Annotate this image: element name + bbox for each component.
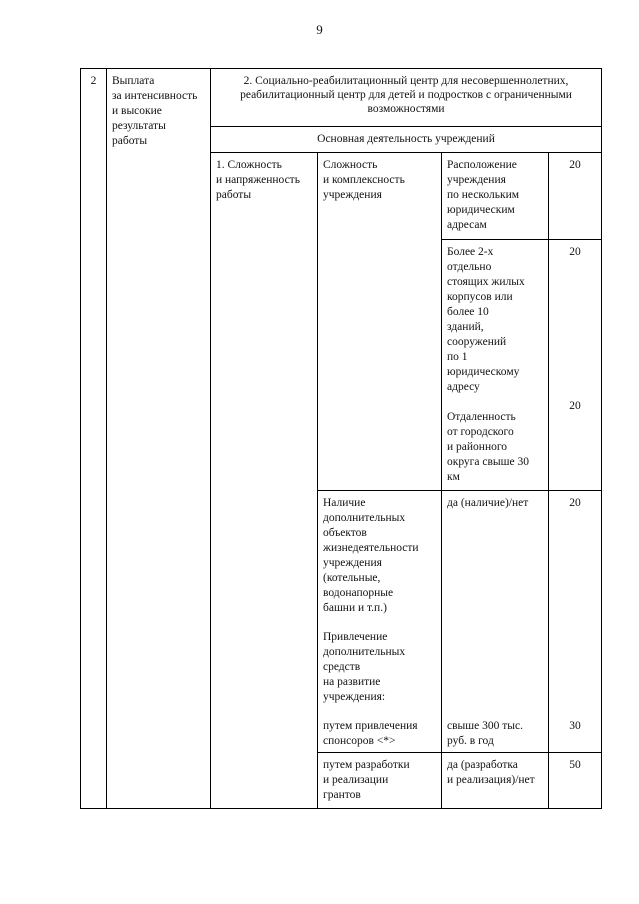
condition-text: Отдаленность от городского и районного округа свыше 30 км xyxy=(447,411,529,483)
payment-criteria-table xyxy=(80,68,602,809)
condition-cell: да (разработка и реализация)/нет xyxy=(442,753,549,809)
condition-text: свыше 300 тыс. руб. в год xyxy=(447,720,523,747)
indicator-objects-cell xyxy=(318,491,442,753)
row-number-cell: 2 xyxy=(81,69,107,809)
page-number: 9 xyxy=(316,22,323,37)
points-cell xyxy=(549,240,602,491)
points-cell xyxy=(549,491,602,753)
indicator-text: путем привлечения спонсоров <*> xyxy=(323,720,418,747)
indicator-complexity-cell: Сложность и комплексность учреждения xyxy=(318,153,442,491)
points-value: 20 xyxy=(569,246,581,258)
condition-text: Более 2-х отдельно стоящих жилых корпусов или более 10 зданий, сооружений по 1 юридическому адресу xyxy=(447,246,525,393)
criterion-cell: 1. Сложность и напряженность работы xyxy=(211,153,318,809)
points-cell: 20 xyxy=(549,153,602,240)
condition-text: да (наличие)/нет xyxy=(447,497,529,509)
condition-cell xyxy=(442,491,549,753)
indicator-grants-cell: путем разработки и реализации грантов xyxy=(318,753,442,809)
condition-cell xyxy=(442,240,549,491)
indicator-text: Наличие дополнительных объектов жизнедеятельности учреждения (котельные, водонапорные башни и т.п.) xyxy=(323,497,419,614)
condition-cell: Расположение учреждения по нескольким юридическим адресам xyxy=(442,153,549,240)
points-cell: 50 xyxy=(549,753,602,809)
main-activity-cell: Основная деятельность учреждений xyxy=(211,127,602,153)
points-value: 30 xyxy=(569,720,581,732)
institution-header-cell: 2. Социально-реабилитационный центр для несовершеннолетних, реабилитационный центр для детей и подростков с ограниченными возможностями xyxy=(211,69,602,127)
payment-type-cell: Выплата за интенсивность и высокие результаты работы xyxy=(107,69,211,809)
points-value: 20 xyxy=(569,400,581,412)
indicator-text: Привлечение дополнительных средств на развитие учреждения: xyxy=(323,631,406,703)
points-value: 20 xyxy=(569,497,581,509)
